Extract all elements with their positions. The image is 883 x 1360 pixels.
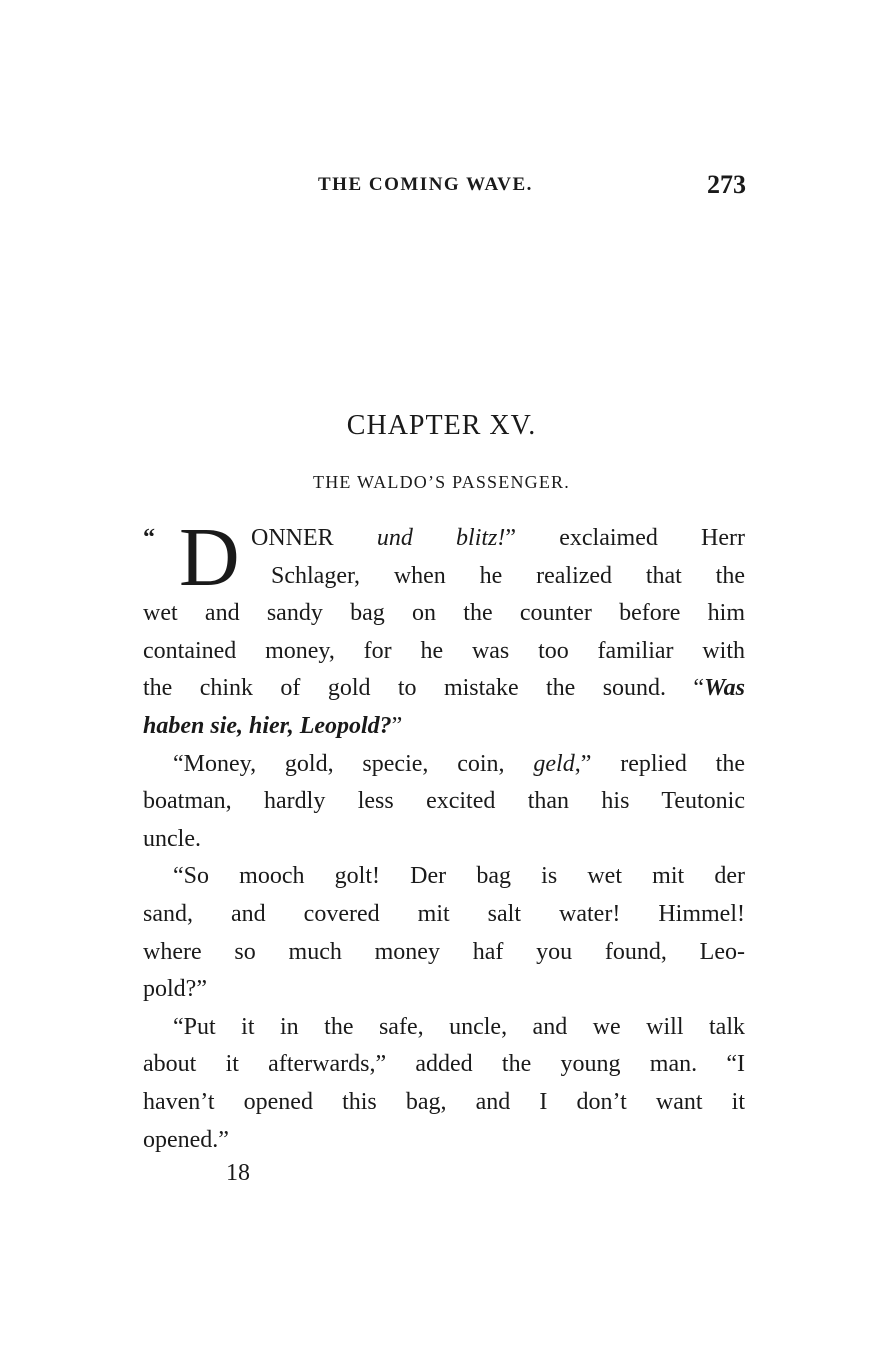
page-number: 273 bbox=[707, 170, 746, 199]
text-line bbox=[143, 708, 745, 746]
text-line: wet and sandy bag on the counter before him bbox=[143, 600, 745, 627]
text-line: where so much money haf you found, Leo- bbox=[143, 938, 745, 965]
text-line bbox=[143, 670, 745, 708]
text-span: the chink of gold to mistake the sound. “ bbox=[143, 675, 705, 702]
italic-span: und blitz! bbox=[376, 525, 506, 551]
text-line: contained money, for he was too familiar with bbox=[143, 637, 745, 664]
text-line: boatman, hardly less excited than his Teutonic bbox=[143, 788, 745, 815]
running-title: THE COMING WAVE. bbox=[318, 174, 533, 195]
text-line: haven’t opened this bag, and I don’t want it bbox=[143, 1088, 745, 1115]
text-line: opened.” bbox=[143, 1126, 229, 1153]
italic-span: geld bbox=[533, 750, 575, 777]
text-line: sand, and covered mit salt water! Himmel! bbox=[143, 900, 745, 927]
body-text bbox=[143, 511, 745, 1159]
italic-span: Was bbox=[704, 675, 745, 702]
paragraph-4 bbox=[143, 1009, 745, 1159]
text-span: ” exclaimed Herr bbox=[505, 525, 745, 551]
text-line: “Put it in the safe, uncle, and we will talk bbox=[173, 1013, 745, 1040]
text-line: pold?” bbox=[143, 976, 207, 1003]
text-span: “Money, gold, specie, coin, bbox=[173, 750, 534, 777]
drop-cap-block bbox=[143, 511, 247, 604]
text-span: ,” replied the bbox=[574, 750, 745, 777]
signature-mark: 18 bbox=[226, 1160, 250, 1186]
italic-span: haben sie, hier, Leopold? bbox=[143, 712, 392, 739]
text-line: about it afterwards,” added the young man. “I bbox=[143, 1051, 745, 1078]
paragraph-3 bbox=[143, 858, 745, 1008]
text-line: uncle. bbox=[143, 825, 201, 852]
drop-cap-letter: D bbox=[179, 511, 240, 604]
text-line: “So mooch golt! Der bag is wet mit der bbox=[173, 863, 745, 890]
paragraph-1 bbox=[143, 511, 745, 746]
chapter-subtitle: THE WALDO’S PASSENGER. bbox=[313, 472, 570, 492]
chapter-title: CHAPTER XV. bbox=[346, 410, 537, 441]
paragraph-2 bbox=[143, 746, 745, 859]
opening-quote: “ bbox=[143, 525, 155, 551]
text-span: ONNER bbox=[251, 525, 377, 551]
running-head bbox=[140, 170, 746, 200]
text-line: Schlager, when he realized that the bbox=[271, 562, 745, 589]
text-line bbox=[143, 746, 745, 784]
text-span: ” bbox=[391, 712, 403, 739]
